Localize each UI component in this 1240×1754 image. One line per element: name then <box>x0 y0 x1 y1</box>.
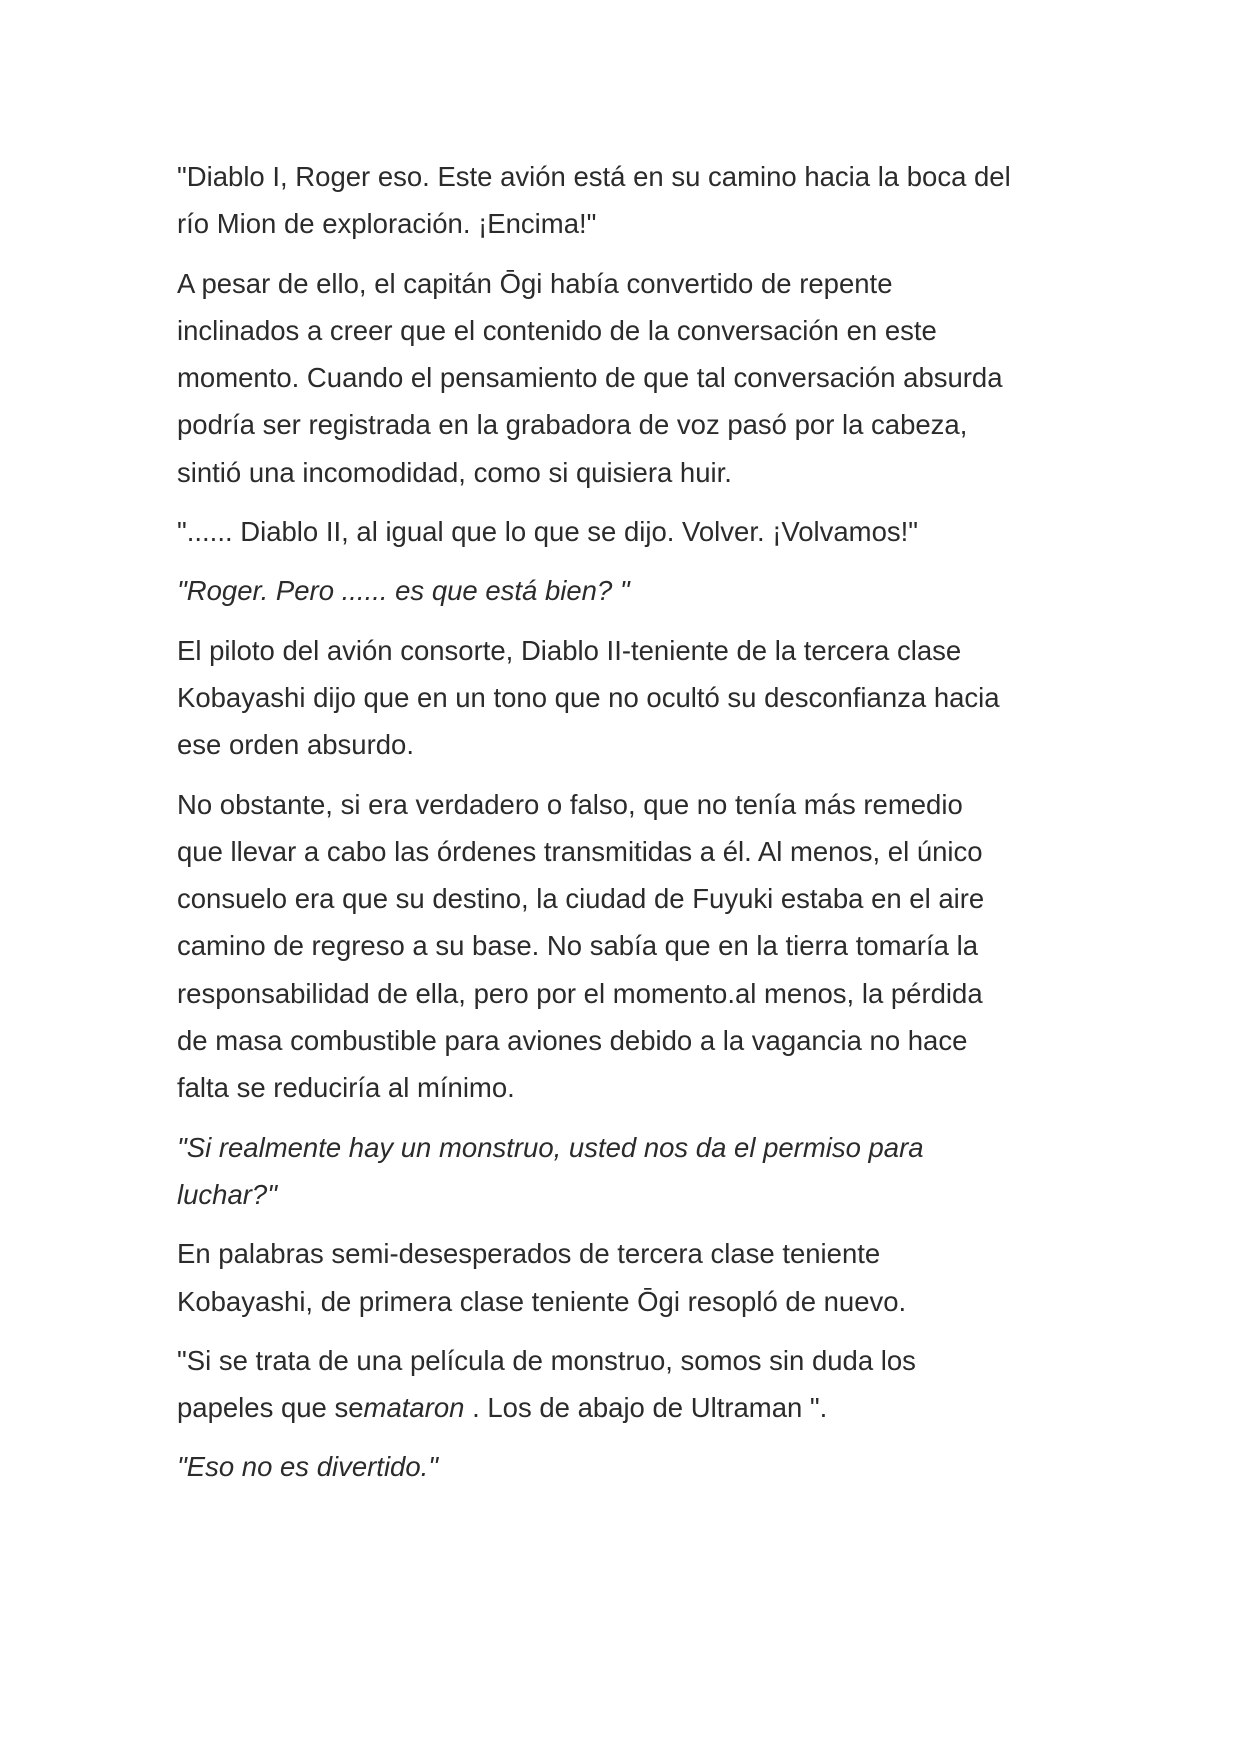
paragraph <box>177 153 1082 248</box>
paragraph <box>177 260 1082 496</box>
text-line: momento. Cuando el pensamiento de que tal conversación absurda <box>177 362 1003 394</box>
text-line: El piloto del avión consorte, Diablo II-teniente de la tercera clase <box>177 634 962 666</box>
paragraph-italic-dialogue <box>177 1443 1082 1490</box>
text-line: "...... Diablo II, al igual que lo que se dijo. Volver. ¡Volvamos!" <box>177 516 919 548</box>
text-line: de masa combustible para aviones debido a la vagancia no hace <box>177 1025 968 1057</box>
text-line-mixed <box>177 1384 1082 1431</box>
text-line: En palabras semi-desesperados de tercera clase teniente <box>177 1238 881 1270</box>
text-line: No obstante, si era verdadero o falso, que no tenía más remedio <box>177 788 963 820</box>
text-line: río Mion de exploración. ¡Encima!" <box>177 208 597 240</box>
text-line: inclinados a creer que el contenido de la conversación en este <box>177 314 937 346</box>
paragraph <box>177 508 1082 555</box>
paragraph-italic-dialogue <box>177 567 1082 614</box>
text-line: responsabilidad de ella, pero por el momento.al menos, la pérdida <box>177 977 983 1009</box>
paragraph <box>177 781 1082 1112</box>
paragraph-italic-dialogue <box>177 1124 1082 1219</box>
paragraph <box>177 1230 1082 1325</box>
text-line: Kobayashi dijo que en un tono que no ocultó su desconfianza hacia <box>177 681 1000 713</box>
text-line: "Si se trata de una película de monstruo, somos sin duda los <box>177 1344 916 1376</box>
text-line: "Eso no es divertido." <box>177 1451 439 1483</box>
paragraph <box>177 1337 1082 1432</box>
body-text <box>177 153 1082 1503</box>
text-run-italic: mataron <box>363 1392 465 1424</box>
text-line: Kobayashi, de primera clase teniente Ōgi resopló de nuevo. <box>177 1285 907 1317</box>
text-line: ese orden absurdo. <box>177 729 414 761</box>
text-line: "Diablo I, Roger eso. Este avión está en su camino hacia la boca del <box>177 161 1011 192</box>
text-run: papeles que se <box>177 1392 364 1424</box>
text-line: podría ser registrada en la grabadora de voz pasó por la cabeza, <box>177 409 968 441</box>
text-line: consuelo era que su destino, la ciudad de Fuyuki estaba en el aire <box>177 883 985 915</box>
paragraph <box>177 627 1082 769</box>
text-line: "Si realmente hay un monstruo, usted nos da el permiso para <box>177 1131 924 1163</box>
text-line: camino de regreso a su base. No sabía que en la tierra tomaría la <box>177 930 979 962</box>
text-run: . Los de abajo de Ultraman ". <box>464 1392 828 1424</box>
text-line: que llevar a cabo las órdenes transmitidas a él. Al menos, el único <box>177 835 983 867</box>
text-line: sintió una incomodidad, como si quisiera huir. <box>177 456 732 488</box>
text-line: "Roger. Pero ...... es que está bien? " <box>177 575 630 607</box>
text-line: luchar?" <box>177 1178 277 1210</box>
text-line: falta se reduciría al mínimo. <box>177 1072 515 1104</box>
text-line: A pesar de ello, el capitán Ōgi había convertido de repente <box>177 267 893 299</box>
